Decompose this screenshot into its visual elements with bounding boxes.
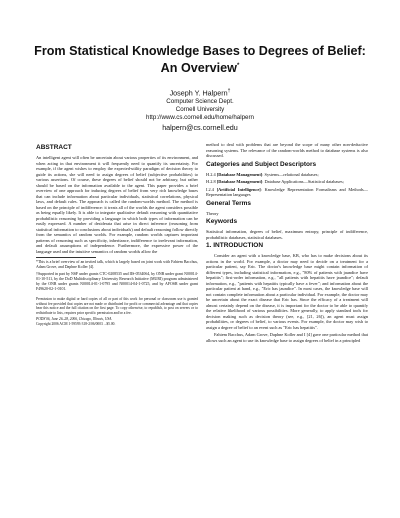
author-url: http://www.cs.cornell.edu/home/halpern xyxy=(146,114,254,122)
title-line-1: From Statistical Knowledge Bases to Degrees of Belief: xyxy=(34,44,366,58)
right-column xyxy=(206,142,368,345)
category-2-name: [Database Management] xyxy=(216,179,263,184)
author-name-line xyxy=(0,86,400,98)
category-1-code: H.2.4 xyxy=(206,171,216,177)
abstract-continuation: method to deal with problems that are beyond the scope of many other non-deductive reasoning systems. The relevance of the random-worlds method to database systems is also discussed. xyxy=(206,142,368,158)
permission-block xyxy=(36,297,198,326)
author-name: Joseph Y. Halpern xyxy=(169,88,228,98)
footnote-rule xyxy=(36,257,96,258)
title-text: An Overview xyxy=(160,61,237,76)
category-1-name: [Database Management] xyxy=(216,171,263,177)
category-2 xyxy=(206,179,368,185)
abstract-heading: ABSTRACT xyxy=(36,144,72,151)
general-terms-heading: General Terms xyxy=(206,199,252,207)
category-2-code: H.2.8 xyxy=(206,179,216,184)
copyright-line: Copyright 2006 ACM 1-59593-318-2/06/0003 ...$5.00. xyxy=(36,321,116,326)
introduction-paragraph-2: Fahiem Bacchus, Adam Grove, Daphne Koller and I [4] gave one particular method that allows such an agent to use its knowledge base to assign degrees of belief in a principled xyxy=(206,332,368,343)
category-3-code: I.2.4 xyxy=(206,186,214,192)
introduction-heading: 1. INTRODUCTION xyxy=(206,242,264,249)
author-email: halpern@cs.cornell.edu xyxy=(162,123,238,133)
permission-text: Permission to make digital or hard copies of all or part of this work for personal or classroom use is granted without fee provided that copies are not made or distributed for profit or commercial advantage and that copies bear this notice and the full citation on the first page. To copy otherwise, to republish, to post on servers or to redistribute to lists, requires prior specific permission and/or a fee. xyxy=(36,297,198,315)
author-department: Computer Science Dept. xyxy=(166,98,234,106)
author-university: Cornell University xyxy=(175,106,225,114)
keywords-text: Statistical information, degrees of belief, maximum entropy, principle of indifference, probabilistic databases, statistical databases. xyxy=(206,229,368,240)
category-3 xyxy=(206,187,368,198)
category-1-desc: : Systems—relational databases; xyxy=(262,171,319,177)
keywords-heading: Keywords xyxy=(206,218,238,225)
author-footnote-mark: † xyxy=(227,88,231,94)
category-3-desc: : Knowledge Representation Formalisms and Methods—Representation languages xyxy=(206,186,368,197)
category-2-desc: : Database Applications—Statistical databases; xyxy=(262,179,344,184)
title-footnote-mark: * xyxy=(236,63,240,69)
author-block xyxy=(0,86,400,132)
paper-title xyxy=(0,44,400,76)
footnote-2: †Supported in part by NSF under grants CTC-0208535 and IIS-0534064, by ONR under grant N00014-01-10-511, by the DoD Multidisciplinary University Research Initiative (MURI) program administered by the ONR under grants N00014-01-1-0795 and N00014-04-1-0725, and by AFOSR under grant F49620-02-1-0101. xyxy=(36,271,198,291)
footnote-1: *This is a brief overview of an invited talk, which is largely based on joint work with Fahiem Bacchus, Adam Grove, and Daphne Koller [4]. xyxy=(36,260,198,269)
left-column xyxy=(36,142,198,326)
general-terms-text: Theory xyxy=(206,210,219,216)
category-1 xyxy=(206,172,368,178)
conference-line: PODS'06, June 26–28, 2006, Chicago, Illinois, USA. xyxy=(36,317,113,322)
abstract-text: An intelligent agent will often be uncertain about various properties of its environment, and when acting in that environment it will frequently need to quantify its uncertainty. For example, if the agent wishes to employ the expected-utility paradigm of decision theory to guide its actions, she will need to assign degrees of belief (subjective probabilities) to various assertions. Of course, these degrees of belief should not be arbitrary, but rather should be based on the information available to the agent. This paper provides a brief overview of one approach for inducing degrees of belief from very rich knowledge bases that can include information about particular individuals, statistical correlations, physical laws, and default rules. The approach is called the random-worlds method. The method is based on the principle of indifference: it treats all of the worlds the agent considers possible as being equally likely. It is able to integrate qualitative default reasoning with quantitative probabilistic reasoning by providing a language in which both types of information can be easily expressed. A number of desiderata that arise in direct inference (reasoning from statistical information to conclusions about individuals) and default reasoning follow directly from the semantics of random worlds. For example, random worlds captures important patterns of reasoning such as specificity, inheritance, indifference to irrelevant information, and default assumptions of independence. Furthermore, the expressive power of the language used and the intuitive semantics of random worlds allow the xyxy=(36,155,198,254)
title-line-2 xyxy=(0,59,400,76)
introduction-paragraph-1: Consider an agent with a knowledge base, KB, who has to make decisions about its actions in the world. For example, a doctor may need to decide on a treatment for a particular patient, say Eric. The doctor's knowledge base might contain information of different types, including statistical information, e.g., "80% of patients with jaundice have hepatitis"; first-order information, e.g., "all patients with hepatitis have jaundice"; default information, e.g., "patients with hepatitis typically have a fever"; and information about the particular patient at hand, e.g., "Eric has jaundice". In most cases, the knowledge base will not contain complete information about a particular individual. For example, the doctor may be uncertain about the exact disease that Eric has. Since the efficacy of a treatment will almost certainly depend on the disease, it is important for the doctor to be able to quantify the relative likelihood of various possibilities. More generally, to apply standard tools for decision making such as decision theory (see, e.g., [21, 26]), an agent must assign probabilities, or degrees of belief, to various events. For example, the doctor may wish to assign a degree of belief to an event such as "Eric has hepatitis". xyxy=(206,253,368,330)
category-3-name: [Artificial Intelligence] xyxy=(216,186,261,192)
categories-heading: Categories and Subject Descriptors xyxy=(206,160,317,168)
